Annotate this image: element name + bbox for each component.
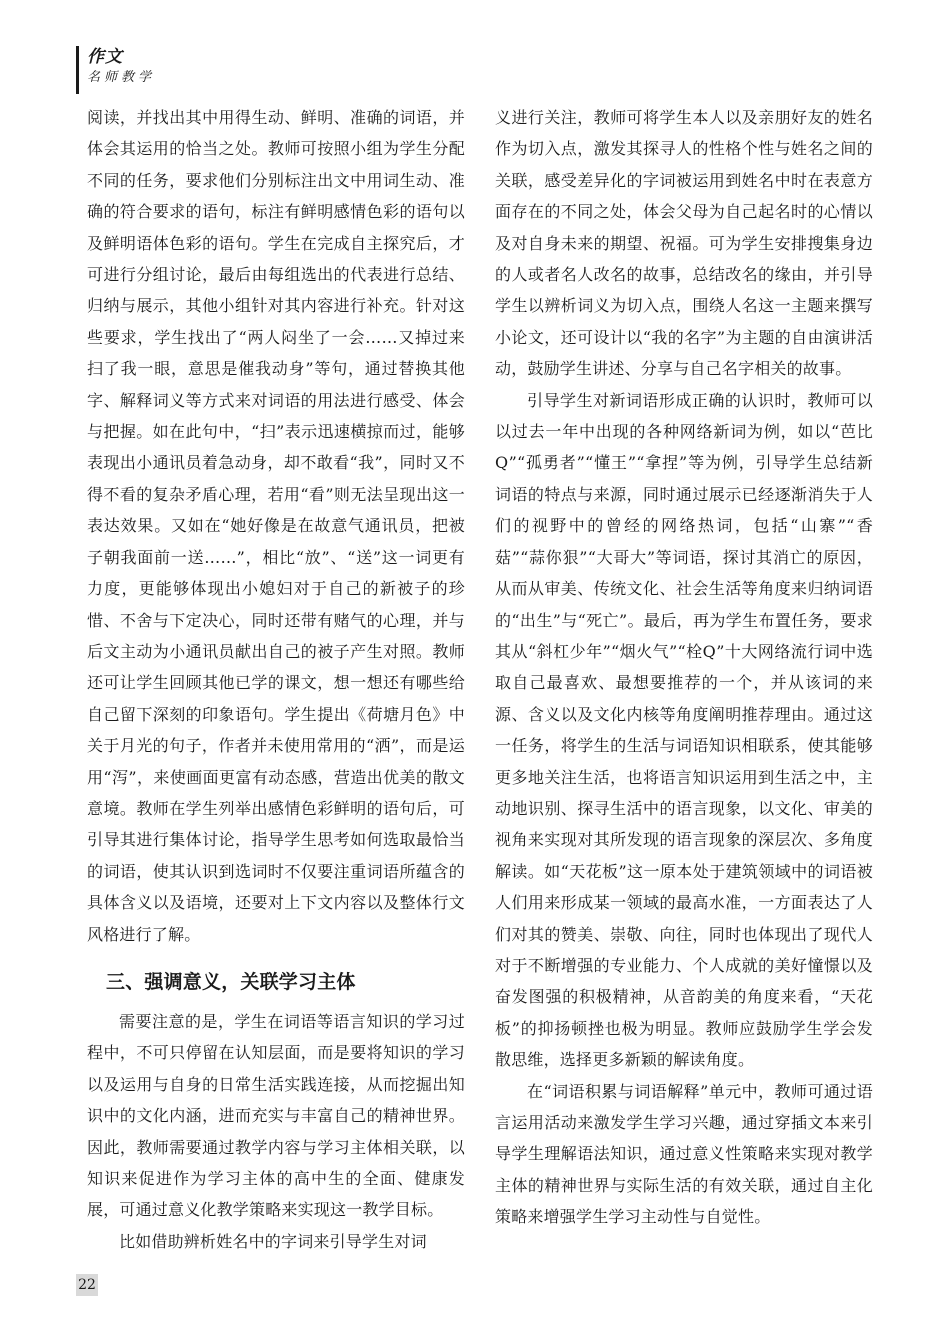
right-paragraph-3: 在“词语积累与词语解释”单元中，教师可通过语言运用活动来激发学生学习兴趣，通过穿插文本来引导学生理解语法知识，通过意义性策略来实现对教学主体的精神世界与实际生活的有效关联，通过自主化策略来增强学生学习主动性与自觉性。 <box>495 1081 873 1227</box>
right-column <box>495 102 873 1233</box>
right-paragraph-1: 义进行关注，教师可将学生本人以及亲朋好友的姓名作为切入点，激发其探寻人的性格个性与姓名之间的关联，感受差异化的字词被运用到姓名中时在表意方面存在的不同之处，体会父母为自己起名时的心情以及对自身未来的期望、祝福。可为学生安排搜集身边的人或者名人改名的故事，总结改名的缘由，并引导学生以辨析词义为切入点，围绕人名这一主题来撰写小论文，还可设计以“我的名字”为主题的自由演讲活动，鼓励学生讲述、分享与自己名字相关的故事。 <box>495 108 873 379</box>
journal-subtitle: 名师教学 <box>87 70 156 85</box>
left-paragraph-3: 比如借助辨析姓名中的字词来引导学生对词 <box>119 1231 427 1251</box>
left-paragraph-1: 阅读，并找出其中用得生动、鲜明、准确的词语，并体会其运用的恰当之处。教师可按照小组为学生分配不同的任务，要求他们分别标注出文中用词生动、准确的符合要求的语句，标注有鲜明感情色彩的语句以及鲜明语体色彩的语句。学生在完成自主探究后，才可进行分组讨论，最后由每组选出的代表进行总结、归纳与展示，其他小组针对其内容进行补充。针对这些要求，学生找出了“两人闷坐了一会……又掉过来扫了我一眼，意思是催我动身”等句，通过替换其他字、解释词义等方式来对词语的用法进行感受、体会与把握。如在此句中，“扫”表示迅速横掠而过，能够表现出小通讯员着急动身，却不敢看“我”，同时又不得不看的复杂矛盾心理，若用“看”则无法呈现出这一表达效果。又如在“她好像是在故意气通讯员，把被子朝我面前一送……”，相比“放”、“送”这一词更有力度，更能够体现出小媳妇对于自己的新被子的珍惜、不舍与下定决心，同时还带有赌气的心理，并与后文主动为小通讯员献出自己的被子产生对照。教师还可让学生回顾其他已学的课文，想一想还有哪些给自己留下深刻的印象语句。学生提出《荷塘月色》中关于月光的句子，作者并未使用常用的“洒”，而是运用“泻”，来使画面更富有动态感，营造出优美的散文意境。教师在学生列举出感情色彩鲜明的语句后，可引导其进行集体讨论，指导学生思考如何选取最恰当的词语，使其认识到选词时不仅要注重词语所蕴含的具体含义以及语境，还要对上下文内容以及整体行文风格进行了解。 <box>87 108 465 944</box>
page-number: 22 <box>76 1274 98 1296</box>
left-column <box>87 102 465 1257</box>
right-paragraph-2: 引导学生对新词语形成正确的认识时，教师可以以过去一年中出现的各种网络新词为例，如以“芭比Q”“孤勇者”“懂王”“拿捏”等为例，引导学生总结新词语的特点与来源，同时通过展示已经逐渐消失于人们的视野中的曾经的网络热词，包括“山寨”“香菇”“蒜你狠”“大哥大”等词语，探讨其消亡的原因，从而从审美、传统文化、社会生活等角度来归纳词语的“出生”与“死亡”。最后，再为学生布置任务，要求其从“斜杠少年”“烟火气”“栓Q”十大网络流行词中选取自己最喜欢、最想要推荐的一个，并从该词的来源、含义以及文化内核等角度阐明推荐理由。通过这一任务，将学生的生活与词语知识相联系，使其能够更多地关注生活，也将语言知识运用到生活之中，主动地识别、探寻生活中的语言现象，以文化、审美的视角来实现对其所发现的语言现象的深层次、多角度解读。如“天花板”这一原本处于建筑领域中的词语被人们用来形成某一领域的最高水准，一方面表达了人们对其的赞美、崇敬、向往，同时也体现出了现代人对于不断增强的专业能力、个人成就的美好憧憬以及奋发图强的积极精神，从音韵美的角度来看，“天花板”的抑扬顿挫也极为明显。教师应鼓励学生学会发散思维，选择更多新颖的解读角度。 <box>495 390 873 1070</box>
journal-header <box>76 46 155 94</box>
left-paragraph-2: 需要注意的是，学生在词语等语言知识的学习过程中，不可只停留在认知层面，而是要将知识的学习以及运用与自身的日常生活实践连接，从而挖掘出知识中的文化内涵，进而充实与丰富自己的精神世界。因此，教师需要通过教学内容与学习主体相关联，以知识来促进作为学习主体的高中生的全面、健康发展，可通过意义化教学策略来实现这一教学目标。 <box>87 1011 465 1220</box>
journal-title: 作文 <box>87 47 123 67</box>
section-heading: 三、强调意义，关联学习主体 <box>106 970 356 993</box>
